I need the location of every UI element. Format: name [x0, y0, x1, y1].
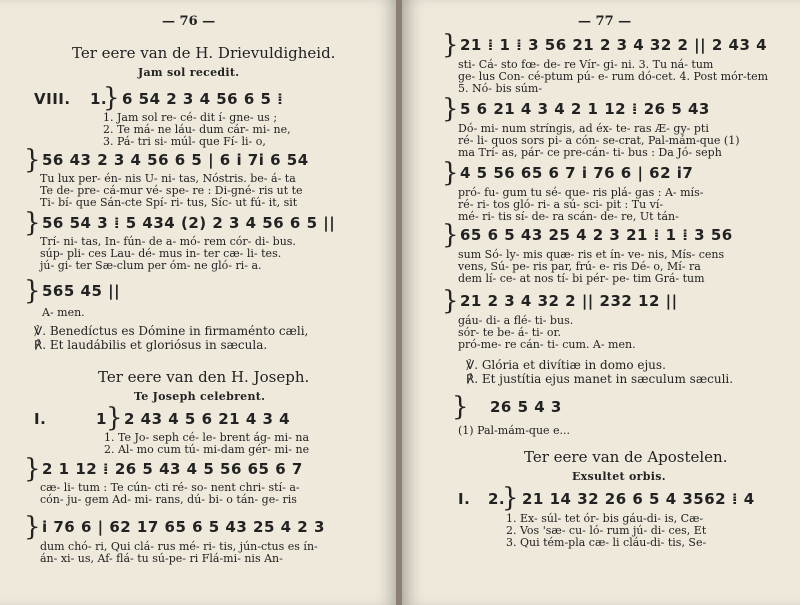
lyric-line: ré- li- quos sors pi- a cón- se-crat, Pal-mám-que (1): [458, 134, 740, 147]
hymn-title: Ter eere van den H. Joseph.: [98, 368, 310, 386]
brace: }: [442, 158, 459, 188]
lyric-line: pró-me- re cán- ti- cum. A- men.: [458, 338, 636, 351]
lyric-line: sum Só- ly- mis quæ- ris et ín- ve- nis, Mís- cens: [458, 248, 725, 261]
page-number: — 77 —: [578, 14, 632, 29]
lyric-line: dem lí- ce- at nos tí- bi pér- pe- tim Grá- tum: [458, 272, 705, 285]
lyric-line: 3. Qui tém-pla cæ- li cláu-di- tis, Se-: [506, 536, 707, 549]
right-page: [402, 0, 800, 605]
lyric-line: Tu lux per- én- nis U- ni- tas, Nóstris. be- á- ta: [40, 172, 296, 185]
lyric-line: gáu- di- a flé- ti- bus.: [458, 314, 574, 327]
lyric-line: Dó- mi- num stríngis, ad éx- te- ras Æ- gy- pti: [458, 122, 709, 135]
lyric-line: 5. Nó- bis súm-: [458, 82, 543, 95]
brace: }: [442, 286, 459, 316]
music-line: 4 5 56 65 6 7 i 76 6 | 62 i7: [460, 164, 694, 182]
brace: }: [442, 220, 459, 250]
page-number: — 76 —: [162, 14, 216, 29]
lyric-line: dum chó- ri, Qui clá- rus mé- ri- tis, jún-ctus es ín-: [40, 540, 318, 553]
lyric-line: 2. Al- mo cum tú- mi-dam gér- mi- ne: [104, 443, 310, 456]
lyric-line: ma Trí- as, pár- ce pre-cán- ti- bus : Da Jó- seph: [458, 146, 722, 159]
lyric-line: Ti- bí- que Sán-cte Spí- ri- tus, Síc- ut fú- it, sit: [40, 196, 298, 209]
music-line: 565 45 ||: [42, 282, 121, 300]
music-line: 21 ⁞ 1 ⁞ 3 56 21 2 3 4 32 2 || 2 43 4: [460, 36, 768, 54]
lyric-line: cæ- li- tum : Te cún- cti ré- so- nent chri- stí- a-: [40, 481, 300, 494]
versicle: ℣. Glória et divítiæ in domo ejus.: [466, 358, 666, 372]
lyric-line: sór- te be- á- ti- or.: [458, 326, 562, 339]
brace: }: [452, 392, 469, 422]
lyric-line: ré- ri- tos gló- ri- a sú- sci- pit : Tu ví-: [458, 198, 664, 211]
mode-label: VIII.: [34, 90, 71, 108]
footnote: (1) Pal-mám-que e...: [458, 424, 571, 437]
left-page: [0, 0, 398, 605]
lyric-line: mé- ri- tis sí- de- ra scán- de- re, Ut tán-: [458, 210, 679, 223]
brace: }: [442, 30, 459, 60]
lyric-line: sti- Cá- sto fœ- de- re Vír- gi- ni. 3. Tu ná- tum: [458, 58, 714, 71]
music-line: 56 43 2 3 4 56 6 5 | 6 i 7i 6 54: [42, 151, 309, 169]
lyric-line: ge- lus Con- cé-ptum pú- e- rum dó-cet. 4. Post mór-tem: [458, 70, 769, 83]
hymn-title: Ter eere van de Apostelen.: [524, 448, 728, 466]
lyric-line: pró- fu- gum tu sé- que- ris plá- gas : A- mís-: [458, 186, 704, 199]
music-line: i 76 6 | 62 17 65 6 5 43 25 4 2 3: [42, 518, 325, 536]
lyric-line: 1. Jam sol re- cé- dit í- gne- us ;: [103, 111, 278, 124]
lyric-line: jú- gi- ter Sæ-clum per óm- ne gló- ri- a.: [40, 259, 262, 272]
brace: }: [106, 403, 123, 433]
music-line: 2 43 4 5 6 21 4 3 4: [124, 410, 291, 428]
music-line: 26 5 4 3: [490, 398, 562, 416]
brace: }: [24, 208, 41, 238]
versicle: ℣. Benedíctus es Dómine in firmaménto cæli,: [34, 324, 309, 338]
mode-label: I.: [458, 490, 471, 508]
music-line: 5 6 21 4 3 4 2 1 12 ⁞ 26 5 43: [460, 100, 710, 118]
lyric-line: 1. Te Jo- seph cé- le- brent ág- mi- na: [104, 431, 310, 444]
brace: }: [24, 454, 41, 484]
key-label: 1: [96, 410, 107, 428]
lyric-line: án- xi- us, Af- flá- tu sú-pe- ri Flá-mi- nis An-: [40, 552, 283, 565]
hymn-subtitle: Jam sol recedit.: [138, 66, 240, 79]
music-line: 21 14 32 26 6 5 4 3562 ⁞ 4: [522, 490, 755, 508]
music-line: 65 6 5 43 25 4 2 3 21 ⁞ 1 ⁞ 3 56: [460, 226, 733, 244]
lyric-line: A- men.: [42, 306, 85, 319]
lyric-line: cón- ju- gem Ad- mi- rans, dú- bi- o tán- ge- ris: [40, 493, 297, 506]
hymn-subtitle: Exsultet orbis.: [572, 470, 666, 483]
mode-label: I.: [34, 410, 47, 428]
response: ℟. Et laudábilis et gloriósus in sæcula.: [34, 338, 268, 352]
brace: }: [24, 145, 41, 175]
brace: }: [24, 512, 41, 542]
music-line: 56 54 3 ⁞ 5 434 (2) 2 3 4 56 6 5 ||: [42, 214, 336, 232]
lyric-line: 2. Te má- ne láu- dum cár- mi- ne,: [103, 123, 291, 136]
brace: }: [103, 83, 120, 113]
response: ℟. Et justítia ejus manet in sæculum sæculi.: [466, 372, 734, 386]
key-label: 2.: [488, 490, 506, 508]
music-line: 6 54 2 3 4 56 6 5 ⁞: [122, 90, 284, 108]
brace: }: [24, 276, 41, 306]
lyric-line: Te de- pre- cá-mur vé- spe- re : Di-gné- ris ut te: [40, 184, 303, 197]
hymn-subtitle: Te Joseph celebrent.: [134, 390, 266, 403]
hymn-title: Ter eere van de H. Drievuldigheid.: [72, 44, 336, 62]
brace: }: [442, 94, 459, 124]
lyric-line: súp- pli- ces Lau- dé- mus in- ter cæ- li- tes.: [40, 247, 282, 260]
music-line: 21 2 3 4 32 2 || 232 12 ||: [460, 292, 678, 310]
lyric-line: 1. Ex- súl- tet ór- bis gáu-di- is, Cæ-: [506, 512, 704, 525]
lyric-line: 3. Pá- tri si- múl- que Fí- li- o,: [103, 135, 266, 148]
lyric-line: Trí- ni- tas, In- fún- de a- mó- rem cór- di- bus.: [40, 235, 296, 248]
brace: }: [502, 483, 519, 513]
lyric-line: vens, Sú- pe- ris par, frú- e- ris Dé- o, Mí- ra: [458, 260, 701, 273]
music-line: 2 1 12 ⁞ 26 5 43 4 5 56 65 6 7: [42, 460, 303, 478]
key-label: 1.: [90, 90, 108, 108]
lyric-line: 2. Vos 'sæ- cu- ló- rum jú- di- ces, Et: [506, 524, 707, 537]
